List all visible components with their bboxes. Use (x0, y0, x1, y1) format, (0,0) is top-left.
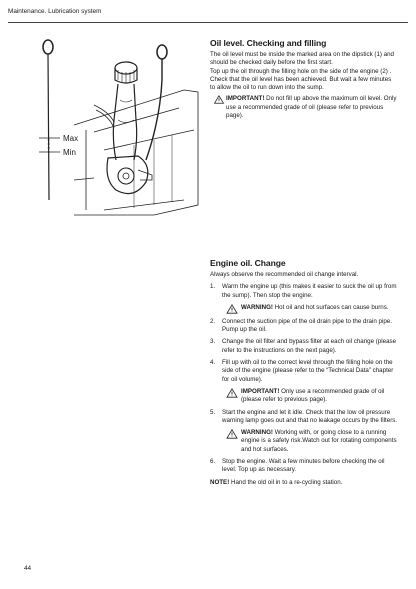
important-text: Do not fill up above the maximum oil level. Only use a recommended grade of oil (please refer to previous page). (226, 95, 397, 120)
warning-triangle-icon (223, 304, 241, 314)
oil-level-section (210, 38, 398, 120)
oil-change-steps (210, 283, 398, 300)
step-item: 2. Connect the suction pipe of the oil drain pipe to the drain pipe. Pump up the oil. (210, 317, 392, 334)
dipstick-illustration (34, 30, 200, 220)
header-divider (8, 22, 408, 23)
warning-triangle-icon (223, 388, 241, 398)
min-label: Min (63, 148, 76, 157)
step-item: 6. Stop the engine. Wait a few minutes before checking the oil level. Top up as necessary. (210, 458, 385, 474)
oil-level-para2: Top up the oil through the filling hole on the side of the engine (2) . Check that the oil level has been achieved. But wait a few minutes to allow the oil to run down into the sump. (210, 67, 392, 92)
warning-triangle-icon (223, 429, 241, 439)
warning-notice: WARNING! Hot oil and hot surfaces can cause burns. (222, 304, 398, 314)
running-header: Maintenance. Lubrication system (8, 8, 102, 15)
important-notice (210, 95, 398, 120)
recycle-note: NOTE! Hand the old oil in to a re-cycling station. (210, 478, 343, 486)
max-label: Max (63, 134, 79, 143)
important-label: IMPORTANT! (226, 95, 265, 103)
section-title-oil-change: Engine oil. Change (210, 258, 286, 268)
step-item: 1. Warm the engine up (this makes it easier to suck the oil up from the sump). Then stop the engine. (210, 283, 397, 299)
important-notice: IMPORTANT! Only use a recommended grade of oil (please refer to previous page). (222, 388, 398, 405)
warning-triangle-icon (212, 95, 226, 104)
step-item: 4. Fill up with oil to the correct level through the filling hole on the side of the engine (please refer to the “Technical Data” chapter for oil volume). (210, 359, 394, 383)
oil-change-section (210, 258, 398, 487)
step-item: 3. Change the oil filter and bypass filter at each oil change (please refer to the instructions on the next page). (210, 338, 397, 354)
section-title-oil-level: Oil level. Checking and filling (210, 38, 327, 48)
step-item: 5. Start the engine and let it idle. Check that the low oil pressure warning lamp goes out and that no leakage occurs by the filters. (210, 408, 398, 424)
oil-level-para1: The oil level must be inside the marked area on the dipstick (1) and should be checked daily before the first start. (210, 51, 395, 67)
page-number: 44 (24, 565, 32, 572)
warning-notice: WARNING! Working with, or going close to a running engine is a safety risk.Watch out for rotating components and hot surfaces. (222, 429, 398, 454)
oil-change-intro: Always observe the recommended oil change interval. (210, 271, 359, 278)
